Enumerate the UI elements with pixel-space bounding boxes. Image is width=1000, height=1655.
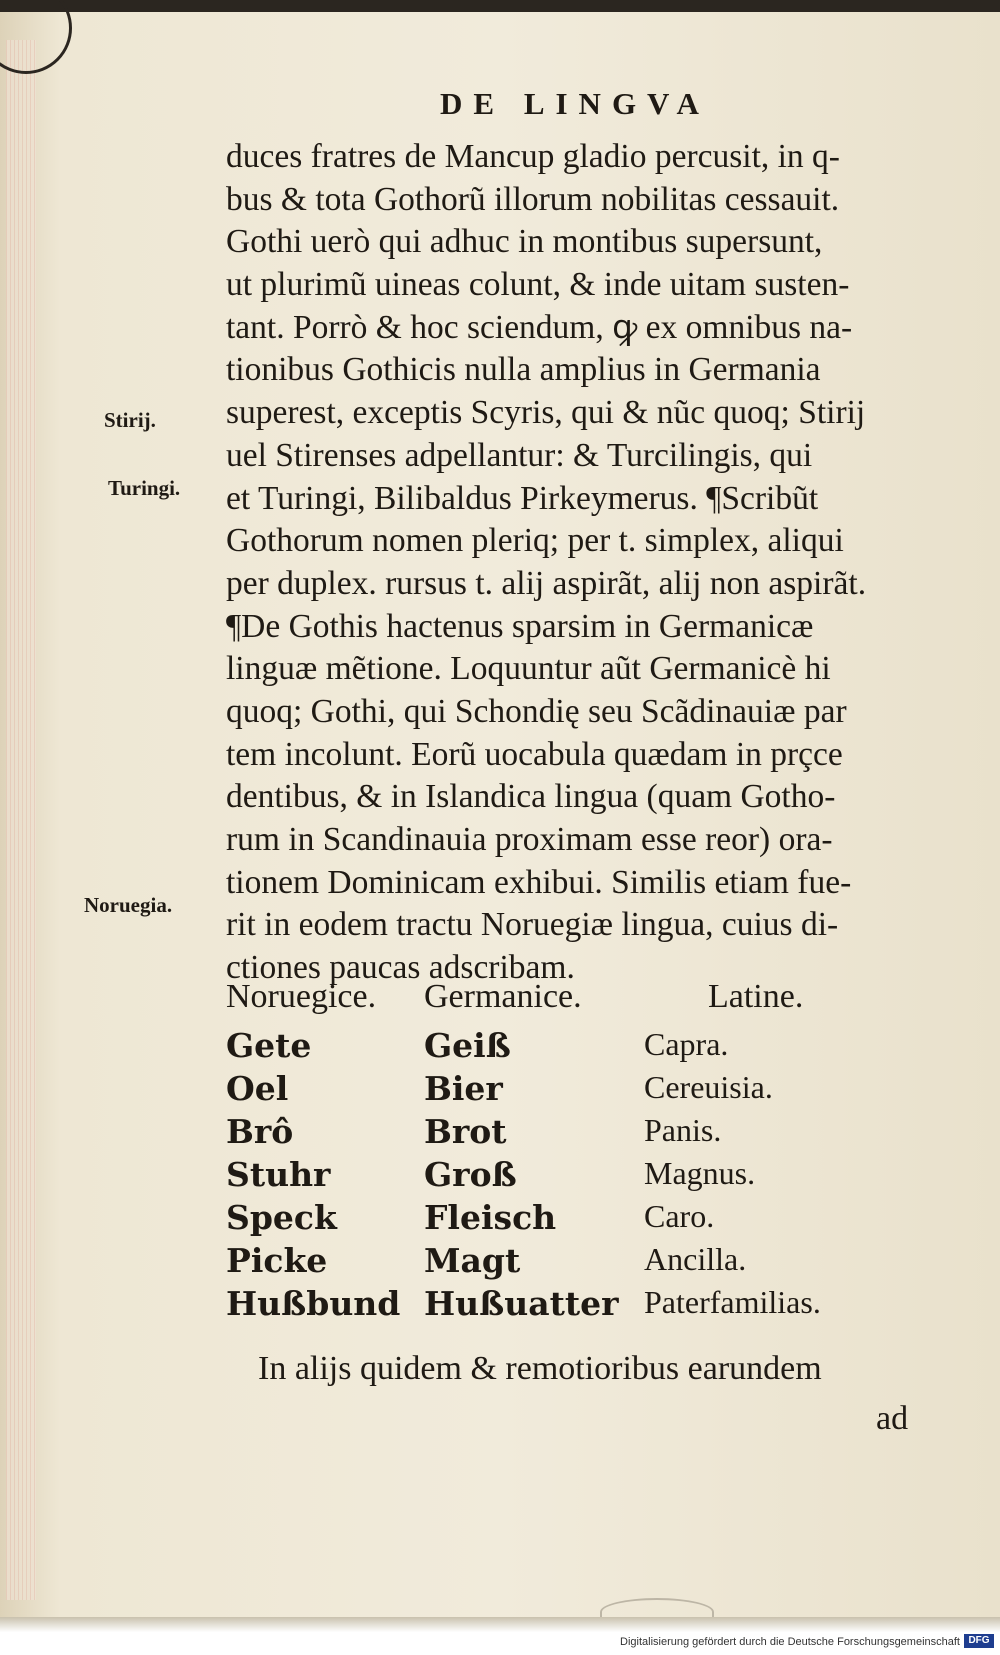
- latin-word: Magnus.: [644, 1155, 756, 1191]
- header-german: Germanice.: [424, 978, 582, 1015]
- norwegian-word: Speck: [226, 1198, 337, 1237]
- text-line: rit in eodem tractu Noruegiæ lingua, cuius di-: [226, 906, 839, 944]
- text-line: superest, exceptis Scyris, qui & nũc quoq; Stirij: [226, 394, 866, 432]
- text-line: ctiones paucas adscribam.: [226, 949, 575, 987]
- german-word: Bier: [424, 1069, 503, 1108]
- margin-note-turingi: Turingi.: [108, 476, 181, 500]
- norwegian-word: Picke: [226, 1241, 328, 1280]
- latin-word: Ancilla.: [644, 1241, 747, 1277]
- norwegian-word: Gete: [226, 1026, 312, 1065]
- german-word: Geiß: [424, 1026, 511, 1065]
- text-line: Gothorum nomen pleriq; per t. simplex, aliqui: [226, 522, 844, 560]
- german-word: Brot: [424, 1112, 507, 1151]
- text-line: tant. Porrò & hoc sciendum, ꝙ ex omnibus na-: [226, 308, 853, 346]
- vocabulary-row: [224, 1026, 944, 1069]
- vocabulary-header: [224, 978, 944, 1026]
- text-line: et Turingi, Bilibaldus Pirkeymerus. ¶Scribũt: [226, 479, 819, 517]
- norwegian-word: Brô: [226, 1112, 294, 1151]
- text-line: ¶De Gothis hactenus sparsim in Germanicæ: [226, 607, 814, 645]
- german-word: Groß: [424, 1155, 517, 1194]
- german-word: Fleisch: [424, 1198, 557, 1237]
- vocabulary-row: [224, 1284, 944, 1327]
- dfg-logo: DFG: [964, 1634, 994, 1648]
- text-line: tionibus Gothicis nulla amplius in Germania: [226, 351, 821, 389]
- vocabulary-row: [224, 1112, 944, 1155]
- german-word: Hußuatter: [424, 1284, 619, 1323]
- header-latin: Latine.: [708, 978, 804, 1015]
- margin-note-stirij: Stirij.: [104, 408, 156, 432]
- vocabulary-table: [224, 978, 944, 1327]
- text-line: uel Stirenses adpellantur: & Turcilingis, qui: [226, 436, 813, 474]
- page-edges: [6, 40, 36, 1600]
- vocabulary-row: [224, 1155, 944, 1198]
- norwegian-word: Stuhr: [226, 1155, 331, 1194]
- text-line: linguæ mẽtione. Loquuntur aũt Germanicè hi: [226, 650, 831, 688]
- latin-word: Caro.: [644, 1198, 715, 1234]
- running-head: DE LINGVA: [440, 86, 710, 121]
- closing-line: In alijs quidem & remotioribus earundem: [258, 1350, 822, 1387]
- vocabulary-row: [224, 1241, 944, 1284]
- vocabulary-row: [224, 1198, 944, 1241]
- catchword: ad: [876, 1400, 909, 1437]
- body-text: [226, 136, 961, 990]
- text-line: duces fratres de Mancup gladio percusit, in q-: [226, 138, 840, 175]
- text-line: tionem Dominicam exhibui. Similis etiam fue-: [226, 863, 852, 901]
- latin-word: Paterfamilias.: [644, 1284, 821, 1320]
- german-word: Magt: [424, 1241, 521, 1280]
- norwegian-word: Oel: [226, 1069, 289, 1108]
- text-line: bus & tota Gothorũ illorum nobilitas cessauit.: [226, 180, 840, 218]
- digitization-credit: Digitalisierung gefördert durch die Deutsche Forschungsgemeinschaft: [620, 1636, 960, 1648]
- text-line: ut plurimũ uineas colunt, & inde uitam susten-: [226, 266, 850, 304]
- header-norwegian: Noruegice.: [226, 978, 377, 1015]
- norwegian-word: Hußbund: [226, 1284, 401, 1323]
- vocabulary-row: [224, 1069, 944, 1112]
- text-line: quoq; Gothi, qui Schondię seu Scãdinauiæ par: [226, 692, 847, 730]
- latin-word: Cereuisia.: [644, 1069, 773, 1105]
- text-line: Gothi uerò qui adhuc in montibus supersunt,: [226, 223, 823, 261]
- latin-word: Panis.: [644, 1112, 722, 1148]
- text-line: per duplex. rursus t. alij aspirãt, alij non aspirãt.: [226, 564, 867, 602]
- text-line: tem incolunt. Eorũ uocabula quædam in prçce: [226, 735, 843, 773]
- text-line: dentibus, & in Islandica lingua (quam Gotho-: [226, 778, 836, 816]
- latin-word: Capra.: [644, 1026, 729, 1062]
- margin-note-noruegia: Noruegia.: [84, 893, 173, 917]
- text-line: rum in Scandinauia proximam esse reor) ora-: [226, 821, 833, 858]
